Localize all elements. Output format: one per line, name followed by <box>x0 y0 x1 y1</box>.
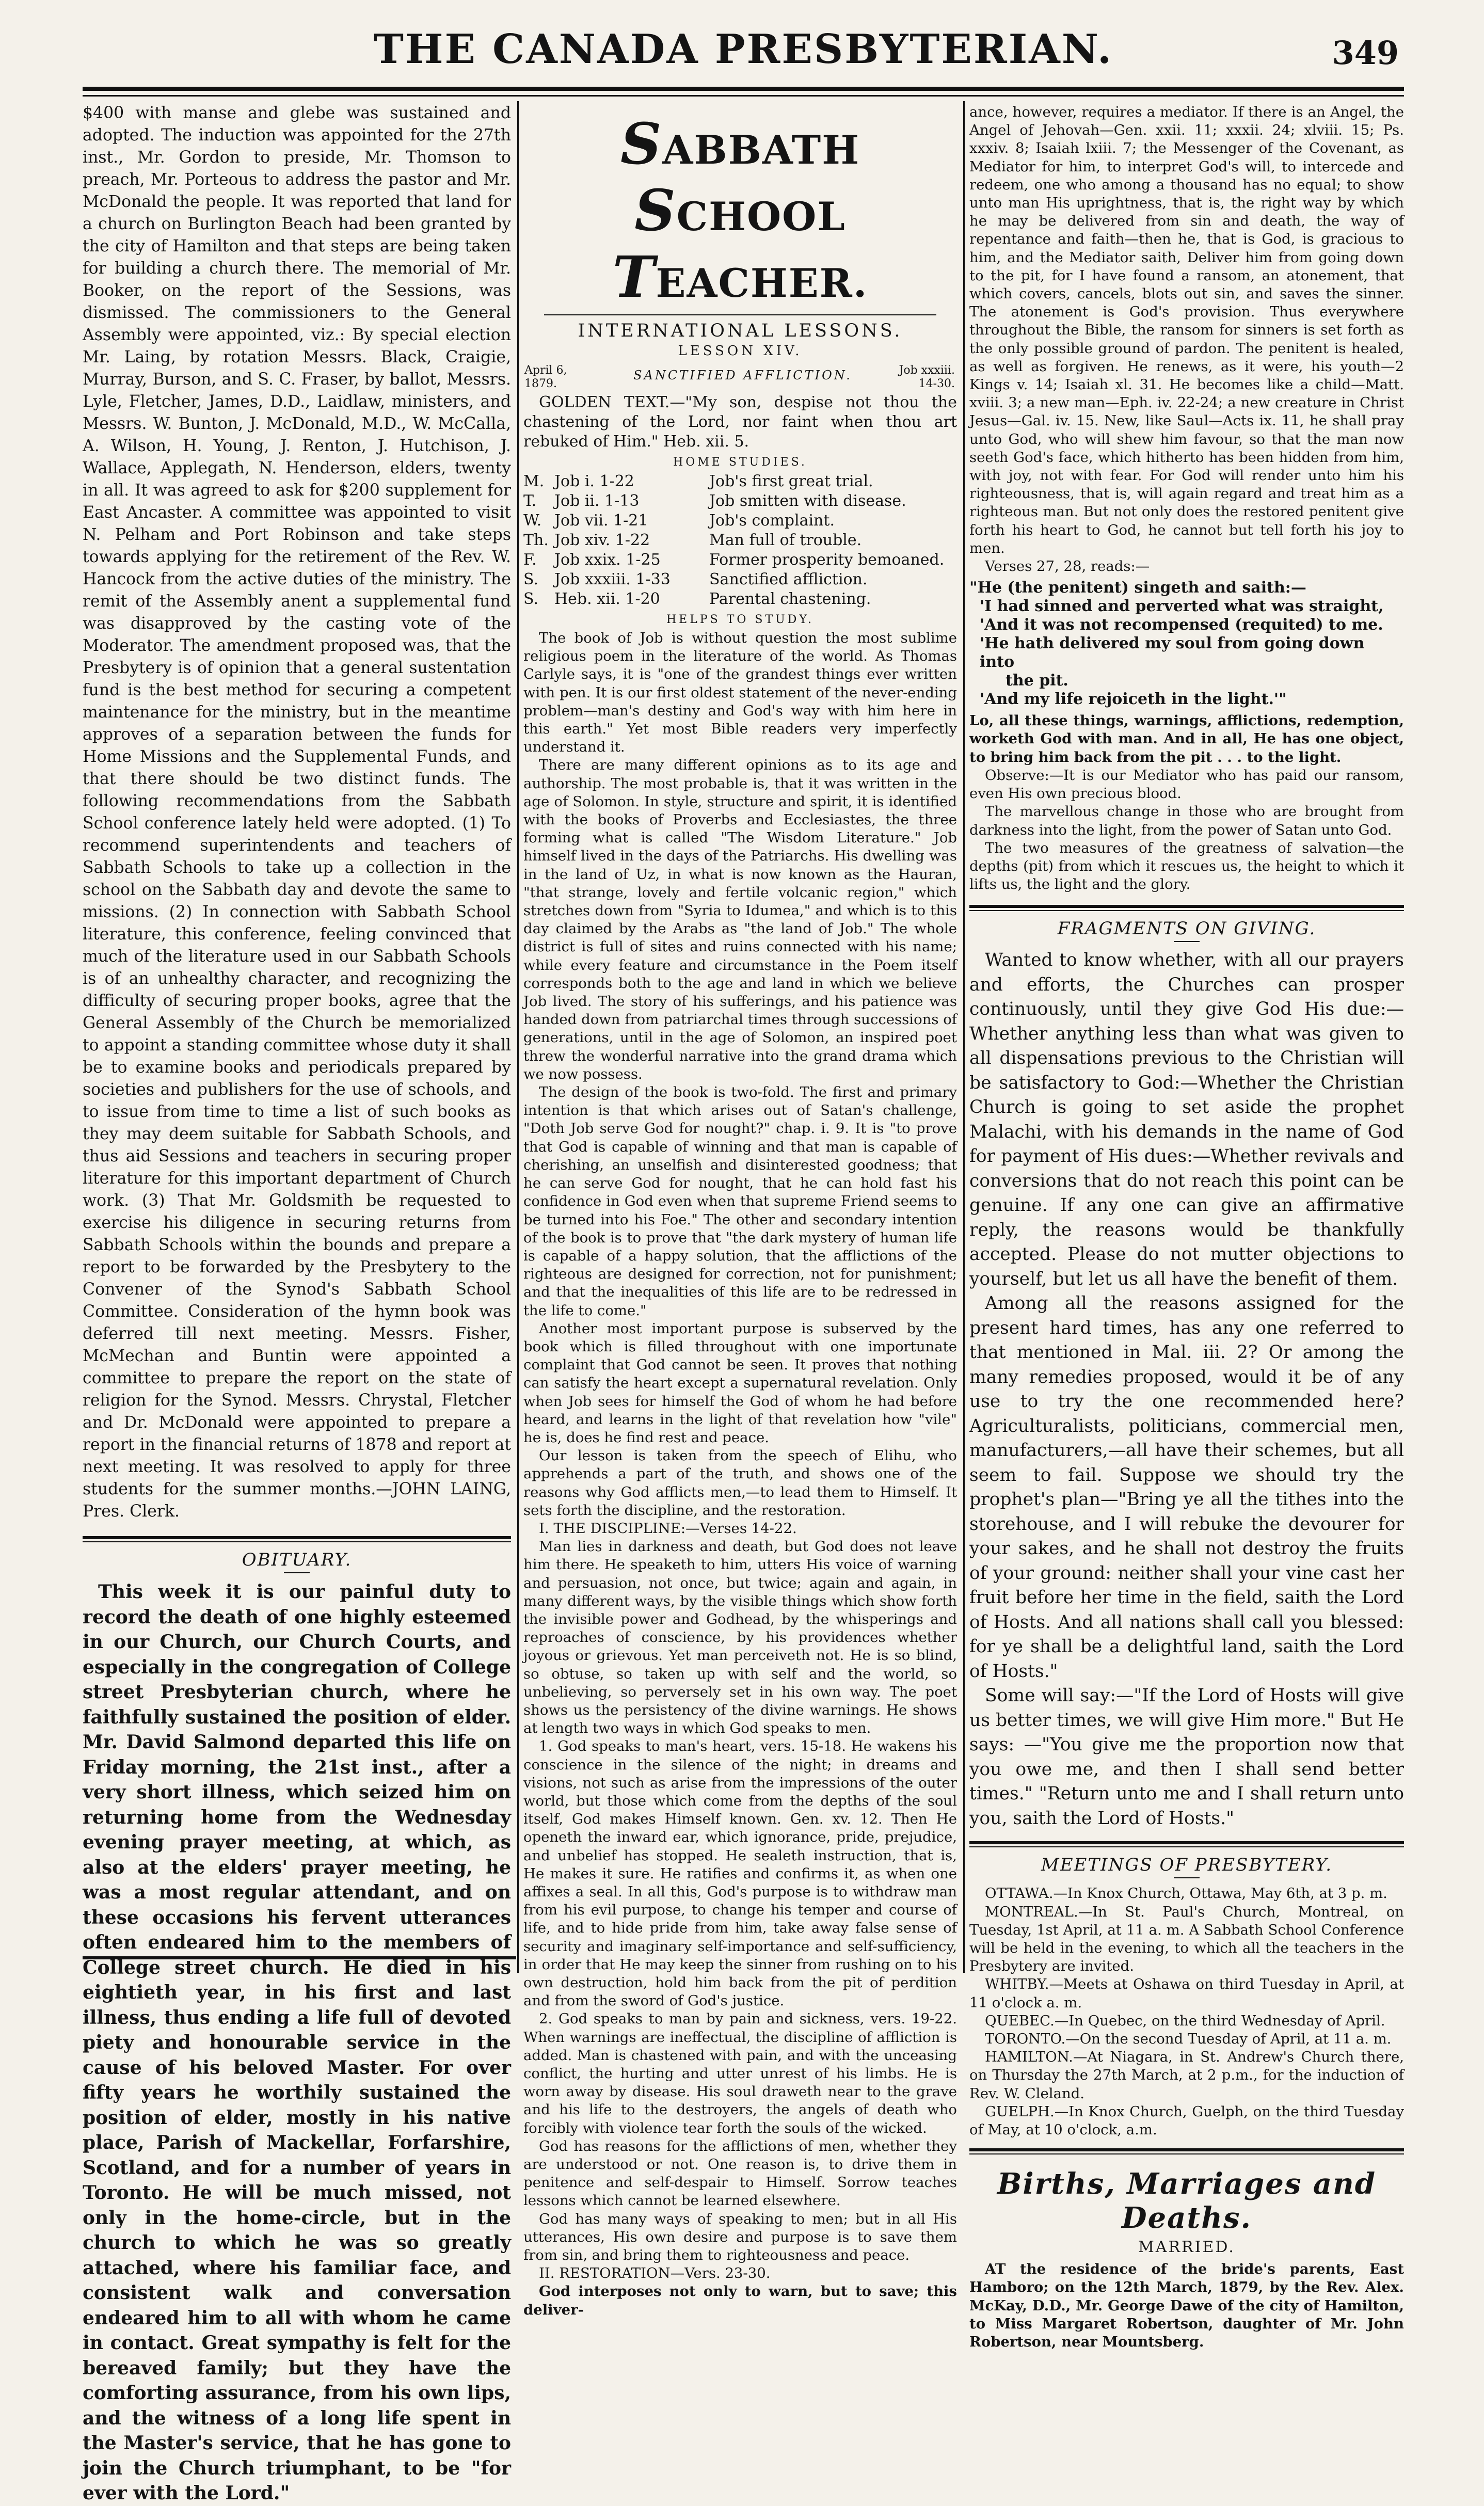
lesson-observe: The marvellous change in those who are brought from darkness into the light, from the power of Satan unto God. <box>969 803 1404 838</box>
section-rule <box>969 910 1404 911</box>
lesson-topic: SANCTIFIED AFFLICTION. <box>633 368 852 382</box>
helps-paragraph: 1. God speaks to man's heart, vers. 15-18. He wakens his conscience in the silence of the night; in dreams and visions, not such as arise from the impressions of the outer world, but those which come from the depths of the soul itself, God makes Himself known. Gen. xv. 12. Then He openeth the inward ear, which ignorance, pride, prejudice, and unbelief has stopped. He sealeth instruction, that is, He makes it sure. He ratifies and confirms it, as when one affixes a seal. In all this, God's purpose is to withdraw man from his evil purpose, to change his temper and course of life, and to hide pride from him, take away false sense of security and imaginary self-importance and self-sufficiency, in order that He may keep the sinner from rushing on to his own destruction, hold him back from the pit of perdition and from the sword of God's justice. <box>523 1738 957 2009</box>
lesson-reference: Job xxxiii. 14-30. <box>899 364 955 390</box>
list-item: S. Job xxxiii. 1-33 Sanctified affliction. <box>523 570 868 588</box>
lesson-date: April 6, 1879. <box>524 364 567 390</box>
home-studies-list <box>523 472 957 609</box>
lesson-continuation: ance, however, requires a mediator. If there is an Angel, the Angel of Jehovah—Gen. xxii. 11; xxxii. 24; xlviii. 15; Ps. xxxiv. 8; Isaiah lxiii. 7; the Messenger of the Covenant, as Mediator for him, to interpret God's will, to intercede and redeem, one who among a thousand has no equal; to show unto man His uprightness, that is, the right way by which he may be delivered from sin and death, the way of repentance and faith—then he, that is God, is gracious to him, and the Mediator saith, Deliver him from going down to the pit, for I have found a ransom, an atonement, that which covers, cancels, blots out sin, and saves the sinner. The atonement is God's provision. Thus everywhere throughout the Bible, the ransom for sinners is set forth as the only possible ground of pardon. The penitent is healed, as well as forgiven. He renews, as it were, his youth—2 Kings v. 14; Isaiah xl. 31. He becomes like a child—Matt. xviii. 3; a new man—Eph. iv. 22-24; a new creature in Christ Jesus—Gal. iv. 15. New, like Saul—Acts ix. 11, he shall pray unto God, who will shew him favour, so that the man now seeth God's face, which hitherto has been hidden from him, with joy, not with fear. For God will render unto him his righteousness, that is, will again regard and treat him as a righteous man. But not only does the restored penitent give forth his heart to God, he cannot but tell forth his joy to men. <box>969 104 1404 556</box>
lesson-header <box>523 364 957 393</box>
helps-paragraph: The book of Job is without question the most sublime religious poem in the literature of the world. As Thomas Carlyle says, it is "one of the grandest things ever written with pen. It is our first oldest statement of the never-ending problem—man's destiny and God's way with him here in this earth." Yet most Bible readers very imperfectly understand it. <box>523 630 957 756</box>
married-heading: MARRIED. <box>1138 2238 1235 2257</box>
fragments-paragraph: Some will say:—"If the Lord of Hosts will give us better times, we will give Him more." But He says: —"You give me the proportion now that you owe me, and then I shall send better times." "Return unto me and I shall return unto you, saith the Lord of Hosts." <box>969 1685 1404 1829</box>
restoration-heading: II. RESTORATION—Vers. 23-30. <box>539 2265 771 2282</box>
list-item: F. Job xxix. 1-25 Former prosperity bemoaned. <box>523 551 945 569</box>
helps-paragraph: God interposes not only to warn, but to save; this deliver- <box>523 2283 957 2318</box>
helps-paragraph: God has reasons for the afflictions of men, whether they are understood or not. One reason is, to drive them in penitence and self-despair to Himself. Sorrow teaches lessons which cannot be learned elsewhere. <box>523 2137 957 2209</box>
masthead: THE CANADA PRESBYTERIAN. <box>373 26 1113 73</box>
section-rule <box>969 2153 1404 2154</box>
discipline-heading: I. THE DISCIPLINE:—Verses 14-22. <box>539 1520 797 1537</box>
meeting-item: GUELPH.—In Knox Church, Guelph, on the third Tuesday of May, at 10 o'clock, a.m. <box>969 2103 1404 2138</box>
list-item: Th. Job xiv. 1-22 Man full of trouble. <box>523 531 862 549</box>
section-rule <box>969 1846 1404 1847</box>
obituary-heading: OBITUARY. <box>242 1550 352 1570</box>
heading-dash <box>284 1572 310 1573</box>
lesson-observe: Observe:—It is our Mediator who has paid our ransom, even His own precious blood. <box>969 767 1404 802</box>
section-rule <box>83 1541 511 1542</box>
list-item: W. Job vii. 1-21 Job's complaint. <box>523 512 835 530</box>
heading-dash <box>1174 1877 1200 1878</box>
helps-to-study-heading: HELPS TO STUDY. <box>666 613 815 626</box>
helps-paragraph: Man lies in darkness and death, but God does not leave him there. He speaketh to him, utters His voice of warning and persuasion, not once, but twice; again and again, in many different ways, by the visible things which show forth the invisible power and Godhead, by the whisperings and reproaches of conscience, by his providences whether joyous or grievous. Yet man perceiveth not. He is so blind, so obtuse, so taken up with self and the world, so unbelieving, so perversely set in his own way. The poet shows us the persistency of the divine warnings. He shows at length two ways in which God speaks to men. <box>523 1538 957 1737</box>
meeting-item: HAMILTON.—At Niagara, in St. Andrew's Church there, on Thursday the 27th March, at 2 p.m., for the induction of Rev. W. Cleland. <box>969 2049 1404 2102</box>
meeting-item: MONTREAL.—In St. Paul's Church, Montreal, on Tuesday, 1st April, at 11 a. m. A Sabbath School Conference will be held in the evening, to which all the teachers in the Presbytery are invited. <box>969 1903 1404 1975</box>
obituary-text: This week it is our painful duty to record the death of one highly esteemed in our Church, our Church Courts, and especially in the congregation of College street Presbyterian church, where he faithfully sustained the position of elder. Mr. David Salmond departed this life on Friday morning, the 21st inst., after a very short illness, which seized him on returning home from the Wednesday evening prayer meeting, at which, as also at the elders' prayer meeting, he was a most regular attendant, and on these occasions his fervent utterances often endeared him to the members of College street church. He died in his eightieth year, in his first and last illness, thus ending a life full of devoted piety and honourable service in the cause of his beloved Master. For over fifty years he worthily sustained the position of elder, mostly in his native place, Parish of Mackellar, Forfarshire, Scotland, and for a number of years in Toronto. He will be much missed, not only in the home-circle, but in the church to which he was so greatly attached, where his familiar face, and consistent walk and conversation endeared him to all with whom he came in contact. Great sympathy is felt for the bereaved family; but they have the comforting assurance, from his own lips, and the witness of a long life spent in the Master's service, that he has gone to join the Church triumphant, to be "for ever with the Lord." <box>83 1581 511 2504</box>
fragments-paragraph: Among all the reasons assigned for the present hard times, has any one referred to that mentioned in Mal. iii. 2? Or among the many remedies proposed, would it be of any use to try the one recommended here? Agriculturalists, politicians, commercial men, manufacturers,—all have their schemes, but all seem to fail. Suppose we should try the prophet's plan—"Bring ye all the tithes into the storehouse, and I will rebuke the devourer for your sakes, and he shall not destroy the fruits of your ground: neither shall your vine cast her fruit before her time in the field, saith the Lord of Hosts. And all nations shall call you blessed: for ye shall be a delightful land, saith the Lord of Hosts." <box>969 1293 1404 1682</box>
header-rule-thin <box>83 95 1404 97</box>
sabbath-school-teacher-title: SABBATH SCHOOL TEACHER. <box>612 110 868 310</box>
column-1 <box>83 101 511 2506</box>
lesson-summary: Lo, all these things, warnings, afflictions, redemption, worketh God with man. And in all, He has one object, to bring him back from the pit . . . to the light. <box>969 712 1404 765</box>
births-marriages-deaths-heading: Births, Marriages and Deaths. <box>997 2167 1376 2236</box>
meeting-item: TORONTO.—On the second Tuesday of April, at 11 a. m. <box>985 2030 1392 2047</box>
column-divider <box>963 101 965 1973</box>
helps-paragraph: 2. God speaks to man by pain and sickness, vers. 19-22. When warnings are ineffectual, the discipline of affliction is added. Man is chastened with pain, and with the unceasing conflict, the hurting and utter unrest of his limbs. He is worn away by disease. His soul draweth near to the grave and his life to the destroyers, the angels of death who forcibly with violence tear forth the souls of the wicked. <box>523 2010 957 2136</box>
column-2 <box>523 101 957 2319</box>
golden-text: GOLDEN TEXT.—"My son, despise not thou the chastening of the Lord, nor faint when thou art rebuked of Him." Heb. xii. 5. <box>523 393 957 451</box>
helps-paragraph: The design of the book is two-fold. The first and primary intention is that which arises out of Satan's challenge, "Doth Job serve God for nought?" chap. i. 9. It is "to prove that God is capable of winning and that man is capable of cherishing, an unselfish and disinterested goodness; that he can serve God for nought, that he can hold fast his confidence in God even when that supreme Friend seems to be turned into his Foe." The other and secondary intention of the book is to prove that "the dark mystery of human life is capable of a happy solution, that the afflictions of the righteous are designed for correction, not for punishment; and that the inequalities of this life are to be redressed in the life to come." <box>523 1084 957 1319</box>
meetings-heading: MEETINGS OF PRESBYTERY. <box>1041 1855 1333 1876</box>
page-header <box>83 10 1404 83</box>
list-item: S. Heb. xii. 1-20 Parental chastening. <box>523 590 871 608</box>
column-3 <box>969 101 1404 2351</box>
header-rule <box>83 87 1404 91</box>
list-item: M. Job i. 1-22 Job's first great trial. <box>523 472 873 490</box>
helps-paragraph: God has many ways of speaking to men; but in all His utterances, His own desire and purpose is to save them from sin, and bring them to righteousness and peace. <box>523 2210 957 2264</box>
section-rule <box>969 1841 1404 1844</box>
heading-dash <box>1174 941 1200 942</box>
meeting-item: WHITBY.—Meets at Oshawa on third Tuesday in April, at 11 o'clock a. m. <box>969 1976 1404 2011</box>
page-number: 349 <box>1332 34 1399 72</box>
marriage-notice: AT the residence of the bride's parents, East Hamboro; on the 12th March, 1879, by the Rev. Alex. McKay, D.D., Mr. George Dawe of the city of Hamilton, to Miss Margaret Robertson, daughter of Mr. John Robertson, near Mountsberg. <box>969 2261 1404 2350</box>
column-divider <box>517 101 519 1973</box>
section-rule <box>969 905 1404 908</box>
lesson-observe: The two measures of the greatness of salvation—the depths (pit) from which it rescues us, the height to which it lifts us, the light and the glory. <box>969 839 1404 893</box>
fragments-paragraph: Wanted to know whether, with all our prayers and efforts, the Churches can prosper continuously, until they give God His due:—Whether anything less than what was given to all dispensations previous to the Christian will be satisfactory to God:—Whether the Christian Church is going to set aside the prophet Malachi, with his demands in the name of God for payment of His dues:—Whether revivals and conversions that do not reach this point can be genuine. If any one can give an affirmative reply, the reasons would be thankfully accepted. Please do not mutter objections to yourself, but let us all have the benefit of them. <box>969 950 1404 1289</box>
international-lessons-heading: INTERNATIONAL LESSONS. <box>578 321 903 341</box>
verse-quote: "He (the penitent) singeth and saith:— 'I had sinned and perverted what was straight, 'And it was not recompensed (requited) to me. 'He hath delivered my soul from going down into the pit. 'And my life rejoiceth in the light.'" <box>969 579 1384 709</box>
meeting-item: OTTAWA.—In Knox Church, Ottawa, May 6th, at 3 p. m. <box>985 1885 1387 1902</box>
list-item: T. Job ii. 1-13 Job smitten with disease. <box>523 492 906 510</box>
lesson-number: LESSON XIV. <box>678 343 803 359</box>
column-end-rule <box>83 1956 516 1959</box>
helps-paragraph: Another most important purpose is subserved by the book which is filled throughout with one importunate complaint that God cannot be seen. It proves that nothing can satisfy the heart except a supernatural revelation. Only when Job sees for himself the God of whom he had before heard, and learns in the light of that revelation how "vile" he is, does he find rest and peace. <box>523 1320 957 1446</box>
home-studies-heading: HOME STUDIES. <box>673 456 807 469</box>
title-rule <box>544 314 936 315</box>
section-rule <box>969 2148 1404 2151</box>
fragments-heading: FRAGMENTS ON GIVING. <box>1057 918 1316 939</box>
presbytery-report: $400 with manse and glebe was sustained and adopted. The induction was appointed for the 27th inst., Mr. Gordon to preside, Mr. Thomson to preach, Mr. Porteous to address the pastor and Mr. McDonald the people. It was reported that land for a church on Burlington Beach had been granted by the city of Hamilton and that steps are being taken for building a church there. The memorial of Mr. Booker, on the report of the Sessions, was dismissed. The commissioners to the General Assembly were appointed, viz.: By special election Mr. Laing, by rotation Messrs. Black, Craigie, Murray, Burson, and S. C. Fraser, by ballot, Messrs. Lyle, Fletcher, James, D.D., Laidlaw, ministers, and Messrs. W. Bunton, J. McDonald, M.D., W. McCalla, A. Wilson, H. Young, J. Renton, J. Hutchison, J. Wallace, Applegath, N. Henderson, elders, twenty in all. It was agreed to ask for $200 supplement for East Ancaster. A committee was appointed to visit N. Pelham and Port Robinson and take steps towards applying for the retirement of the Rev. W. Hancock from the active duties of the ministry. The remit of the Assembly anent a supplemental fund was disapproved by the casting vote of the Moderator. The amendment proposed was, that the Presbytery is of opinion that a general sustentation fund is the best method for securing a competent maintenance for the ministry, but in the meantime approves of a separation between the funds for Home Missions and the Supplemental Funds, and that there should be two distinct funds. The following recommendations from the Sabbath School conference lately held were adopted. (1) To recommend superintendents and teachers of Sabbath Schools to take up a collection in the school on the Sabbath day and devote the same to missions. (2) In connection with Sabbath School literature, this conference, feeling convinced that much of the literature used in our Sabbath Schools is of an unhealthy character, and recognizing the difficulty of securing proper books, agree that the General Assembly of the Church be memorialized to appoint a standing committee whose duty it shall be to examine books and periodicals prepared by societies and publishers for the use of schools, and to issue from time to time a list of such books as they may deem suitable for Sabbath Schools, and thus aid Sessions and teachers in securing proper literature for this important department of Church work. (3) That Mr. Goldsmith be requested to exercise his diligence in securing returns from Sabbath Schools within the bounds and prepare a report to be forwarded by the Presbytery to the Convener of the Synod's Sabbath School Committee. Consideration of the hymn book was deferred till next meeting. Messrs. Fisher, McMechan and Buntin were appointed a committee to prepare the report on the state of religion for the Synod. Messrs. Chrystal, Fletcher and Dr. McDonald were appointed to prepare a report in the financial returns of 1878 and report at next meeting. It was resolved to apply for three students for the summer months.—JOHN LAING, Pres. Clerk. <box>83 104 511 1521</box>
helps-paragraph: Our lesson is taken from the speech of Elihu, who apprehends a part of the truth, and shows one of the reasons why God afflicts men,—to lead them to Himself. It sets forth the discipline, and the restoration. <box>523 1447 957 1519</box>
meeting-item: QUEBEC.—In Quebec, on the third Wednesday of April. <box>985 2012 1385 2029</box>
section-rule <box>83 1536 511 1539</box>
verse-intro: Verses 27, 28, reads:— <box>985 558 1150 575</box>
helps-paragraph: There are many different opinions as to its age and authorship. The most probable is, that it was written in the age of Solomon. In style, structure and spirit, it is identified with the books of Proverbs and Ecclesiastes, the three forming what is called "The Wisdom Literature." Job himself lived in the days of the Patriarchs. His dwelling was in the land of Uz, in what is now known as the Hauran, "that strange, lovely and fertile volcanic region," which stretches down from "Syria to Idumea," and which is to this day claimed by the Arabs as "the land of Job." The whole district is full of sites and ruins connected with his name; while every feature and circumstance in the Poem itself corresponds both to the age and land in which we believe Job lived. The story of his sufferings, and his patience was handed down from patriarchal times through successions of generations, until in the age of Solomon, an inspired poet threw the wonderful narrative into the grand drama which we now possess. <box>523 757 957 1082</box>
